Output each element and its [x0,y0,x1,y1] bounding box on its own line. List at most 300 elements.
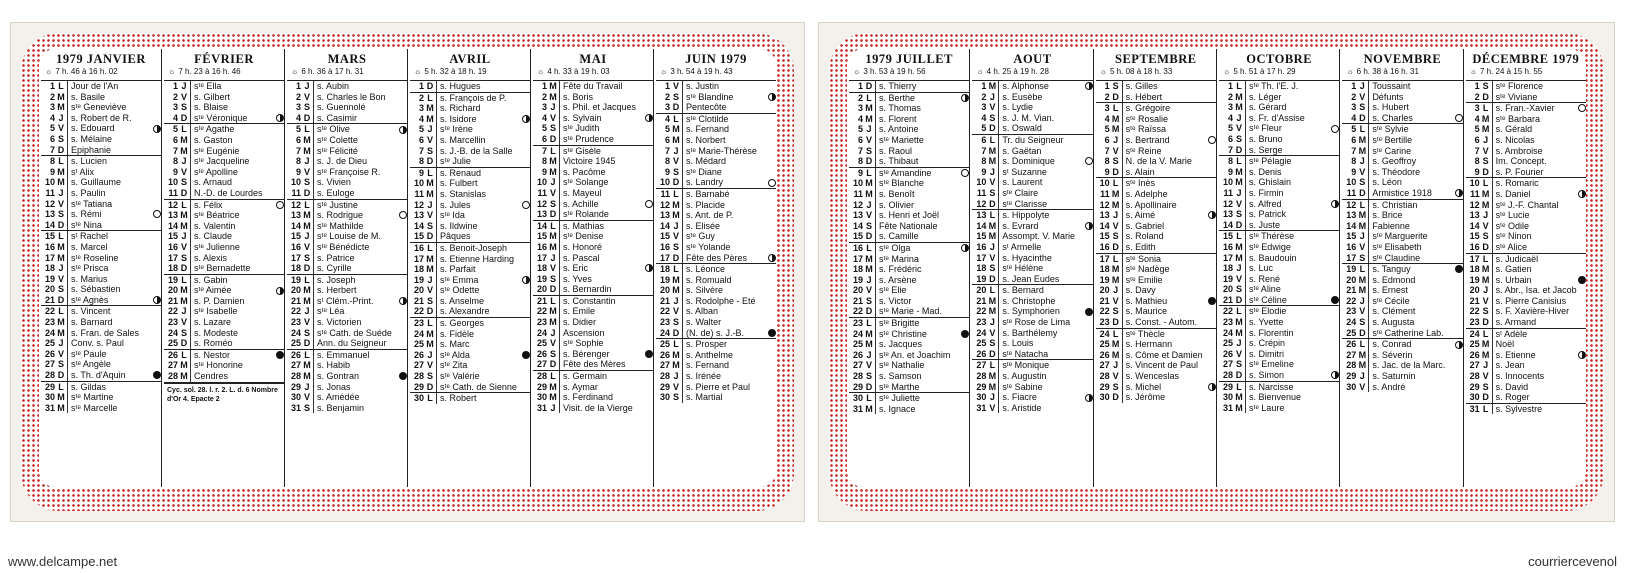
saint-name: sᵗᵉ Reine [1125,145,1162,156]
saint-name: s. Stanislas [440,188,487,199]
full-moon-icon [276,201,284,209]
day-row [972,360,1092,371]
day-number: 15 [167,231,178,242]
day-row [1219,403,1339,414]
day-number: 26 [536,348,547,359]
saint-name: sᵗᵉ Diane [686,166,722,177]
saint-name: Cendres [194,371,229,382]
weekday-letter: L [863,93,876,104]
day-number: 19 [976,273,987,284]
saint-name: s. Edmond [1372,274,1416,285]
weekday-letter: M [986,371,999,382]
saint-name: sᵗᵉ Brigitte [879,318,920,329]
day-number: 6 [1104,134,1110,145]
saint-name: sᵗᵉ Roseline [71,252,119,263]
sun-icon: ☼ [1346,67,1354,76]
day-number: 23 [1469,317,1480,328]
day-row [1096,264,1216,275]
saint-name: s. Fiacre [1002,392,1037,403]
day-number: 14 [290,220,301,231]
day-number: 14 [976,220,987,231]
day-row [1096,221,1216,232]
month-column [847,49,969,487]
weekday-letter: S [1110,382,1123,393]
day-row [287,113,407,124]
saint-name: sᵗᵉ Apolline [194,166,238,177]
day-number: 9 [295,166,301,177]
day-number: 27 [659,360,670,371]
day-number: 25 [1222,338,1233,349]
saint-name: s. Arsène [879,274,917,285]
day-number: 23 [852,318,863,329]
saint-name: Fête des Mères [563,359,626,370]
week-block [164,350,284,383]
day-number: 24 [1346,317,1357,328]
day-number: 7 [857,145,863,156]
day-number: 29 [1469,381,1480,392]
weekday-letter: S [1480,231,1493,242]
weekday-letter: M [547,382,560,393]
day-row [656,102,776,113]
day-number: 22 [852,306,863,317]
weekday-letter: S [1110,231,1123,242]
day-row [1466,254,1586,265]
day-row [1342,339,1462,350]
day-row [656,253,776,264]
day-number: 10 [1099,178,1110,189]
day-row [41,263,161,274]
weekday-letter: D [547,209,560,220]
weekday-letter: J [301,382,314,393]
day-row [1342,275,1462,286]
day-row [41,134,161,145]
saint-name: s. Romuald [686,274,732,285]
day-number: 16 [1346,241,1357,252]
day-row [410,81,530,92]
weekday-letter: V [1110,221,1123,232]
day-number: 30 [659,392,670,403]
day-number: 15 [852,231,863,242]
saint-name: sᵗ Armelle [1002,241,1042,252]
day-row [41,102,161,113]
day-row [656,81,776,92]
day-number: 8 [1351,156,1357,167]
weekday-letter: J [547,102,560,113]
weekday-letter: S [1233,359,1246,370]
weekday-letter: M [1110,189,1123,200]
weekday-letter: L [1480,103,1493,114]
day-number: 10 [659,177,670,188]
day-number: 20 [1346,274,1357,285]
saint-name: s. Dimitri [1248,348,1284,359]
day-number: 2 [295,91,301,102]
day-number: 3 [418,103,424,114]
saint-name: Conv. s. Paul [71,338,124,349]
weekday-letter: D [424,382,437,393]
day-number: 28 [413,371,424,382]
day-number: 5 [664,124,670,135]
weekday-letter: M [547,317,560,328]
saint-name: s. Norbert [686,134,726,145]
day-row [1219,392,1339,403]
saint-name: s. Léonce [686,264,726,275]
quarter-moon-icon [1331,371,1339,379]
day-number: 29 [290,381,301,392]
day-number: 24 [852,328,863,339]
saint-name: s. Charles [1372,112,1413,123]
weekday-letter: S [1356,177,1369,188]
saint-name: s. Hermann [1125,339,1173,350]
weekday-letter: M [301,371,314,382]
weekday-letter: J [547,328,560,339]
saint-name: s. Henri et Joël [879,210,940,221]
day-row [410,93,530,104]
saint-name: s. Conrad [1372,339,1412,350]
day-row [972,102,1092,113]
day-number: 1 [295,81,301,91]
weekday-letter: M [1110,264,1123,275]
day-number: 16 [413,242,424,253]
month-column [1339,49,1462,487]
weekday-letter: V [1356,306,1369,317]
day-row [533,221,653,232]
day-number: 27 [1346,349,1357,360]
day-row [41,284,161,295]
quarter-moon-icon [399,126,407,134]
day-row [656,350,776,361]
day-row [287,177,407,188]
weekday-letter: L [424,393,437,404]
week-block [849,93,969,168]
weekday-letter: J [1233,188,1246,199]
day-row [533,382,653,393]
day-row [1342,360,1462,371]
saint-name: sᵗᵉ Valérie [440,371,480,382]
day-number: 12 [290,199,301,210]
day-row [410,339,530,350]
day-number: 1 [1227,81,1233,91]
day-row [849,93,969,104]
day-number: 16 [1099,241,1110,252]
weekday-letter: M [301,135,314,146]
saint-name: sᵗᵉ Olga [879,242,911,253]
day-number: 12 [1222,198,1233,209]
weekday-letter: J [863,200,876,211]
saint-name: sᵗᵉ Julie [440,156,471,167]
saint-name: s. Léon [1372,177,1402,188]
day-number: 12 [413,199,424,210]
day-number: 11 [1470,188,1480,199]
saint-name: sᵗᵉ Isabelle [194,306,238,317]
week-block [164,81,284,124]
day-number: 12 [1469,199,1480,210]
saint-name: sᵗ Suzanne [1002,166,1047,177]
week-block [1219,81,1339,156]
day-number: 13 [290,210,301,221]
day-number: 28 [659,371,670,382]
saint-name: s. Edouard [71,123,115,134]
saint-name: s. Valentin [194,220,236,231]
day-number: 24 [1222,327,1233,338]
weekday-letter: S [424,146,437,157]
weekday-letter: S [55,209,68,220]
day-row [164,92,284,103]
saint-name: sᵗᵉ Zita [440,360,468,371]
day-row [41,317,161,328]
left-calendar-card [10,22,805,522]
saint-name: sᵗ Clém.-Print. [317,295,374,306]
saint-name: sᵗᵉ Marthe [879,381,920,392]
saint-name: s. Gontran [317,371,360,382]
day-row [1342,102,1462,113]
day-row [41,145,161,156]
day-number: 25 [852,339,863,350]
computus-note: Cyc. sol. 28. l. r. 2. L. d. 6 Nombre d'Or 4. Epacte 2 [164,383,284,406]
weekday-letter: V [178,317,191,328]
weekday-letter: L [547,221,560,232]
day-row [1219,123,1339,134]
day-number: 24 [659,327,670,338]
week-block [1466,404,1586,415]
day-row [410,264,530,275]
weekday-letter: M [547,242,560,253]
saint-name: sᵗᵉ Carine [1372,145,1412,156]
saint-name: sᵗᵉ Bernadette [194,263,251,274]
day-number: 1 [857,81,863,91]
saint-name: s. Maurice [1125,306,1168,317]
day-row [656,275,776,286]
weekday-letter: M [1233,92,1246,103]
day-row [1096,231,1216,242]
day-row [656,360,776,371]
month-header [972,49,1092,81]
saint-name: s. Prosper [686,339,728,350]
day-number: 30 [976,392,987,403]
day-row [972,231,1092,242]
day-row [1096,81,1216,92]
saint-name: sᵗᵉ Mariette [879,134,924,145]
day-number: 30 [1346,381,1357,392]
saint-name: Fête du Travail [563,81,623,91]
day-number: 4 [1227,112,1233,123]
day-number: 4 [1351,112,1357,123]
day-row [1342,350,1462,361]
weekday-letter: S [55,284,68,295]
weekday-letter: D [1356,113,1369,124]
day-number: 8 [541,156,547,167]
sun-icon: ☼ [45,67,53,76]
saint-name: s. Pierre et Paul [686,381,751,392]
saint-name: s. Justin [686,81,720,91]
weekday-letter: M [301,146,314,157]
day-number: 29 [976,381,987,392]
saint-name: s. Saturnin [1372,371,1416,382]
day-number: 20 [1099,285,1110,296]
day-number: 21 [1222,294,1233,305]
weekday-letter: M [670,285,683,296]
weekday-letter: L [1480,404,1493,415]
saint-name: sᵗᵉ Pélagie [1248,156,1292,167]
day-number: 30 [536,392,547,403]
day-row [849,81,969,92]
saint-name: s. Barthélemy [1002,327,1058,338]
weekday-letter: M [547,81,560,92]
day-row [1342,200,1462,211]
day-row [287,221,407,232]
weekday-letter: J [178,81,191,92]
weekday-letter: L [55,382,68,393]
saint-name: s. Gabriel [1125,220,1165,231]
weekday-letter: D [301,263,314,274]
day-row [1219,370,1339,381]
weekday-letter: V [55,123,68,134]
sunrise-sunset [851,66,967,78]
day-number: 17 [290,252,301,263]
day-row [164,156,284,167]
new-moon-icon [1455,265,1463,273]
saint-name: s. Germain [563,371,608,382]
day-number: 24 [536,327,547,338]
weekday-letter: J [986,392,999,403]
saint-name: s. Adelphe [1125,188,1168,199]
day-number: 1 [664,81,670,91]
day-number: 21 [413,295,424,306]
saint-name: s. Simon [1248,370,1284,381]
day-row [41,156,161,167]
day-row [164,317,284,328]
day-number: 17 [413,253,424,264]
weekday-letter: M [1233,177,1246,188]
weekday-letter: L [547,146,560,157]
day-number: 2 [1227,91,1233,102]
day-row [41,92,161,103]
saint-name: Fabienne [1372,220,1410,231]
day-number: 14 [413,220,424,231]
day-row [1342,253,1462,264]
saint-name: sᵗᵉ Léa [317,306,345,317]
weekday-letter: M [55,92,68,103]
saint-name: s. Etienne Harding [440,253,515,264]
weekday-letter: V [301,167,314,178]
day-row [1342,317,1462,328]
day-row [849,360,969,371]
saint-name: sᵗᵉ Eugénie [194,145,240,156]
day-row [1466,124,1586,135]
weekday-letter: L [178,200,191,211]
day-row [849,156,969,167]
weekday-letter: L [986,210,999,221]
week-block [287,275,407,350]
weekday-letter: J [1233,113,1246,124]
day-number: 21 [44,294,55,305]
day-row [1466,231,1586,242]
day-number: 9 [857,167,863,178]
weekday-letter: M [863,103,876,114]
saint-name: s. Gaston [194,134,233,145]
day-number: 14 [1469,220,1480,231]
day-number: 20 [1469,285,1480,296]
day-row [849,178,969,189]
week-block [164,275,284,350]
saint-name: s. Roger [1495,392,1530,403]
week-block [164,200,284,275]
day-number: 8 [295,156,301,167]
saint-name: N.-D. de Lourdes [194,187,263,198]
saint-name: s. Georges [440,318,485,329]
weekday-letter: L [1356,264,1369,275]
day-number: 28 [976,371,987,382]
day-row [1342,92,1462,103]
day-row [287,188,407,199]
day-number: 29 [1099,381,1110,392]
weekday-letter: V [301,92,314,103]
weekday-letter: D [424,81,437,92]
sun-times: 5 h. 08 à 18 h. 33 [1110,67,1173,76]
week-block [410,81,530,93]
saint-name: s. Sylvestre [1495,403,1543,414]
day-row [533,253,653,264]
week-block [533,371,653,413]
day-row [164,167,284,178]
weekday-letter: M [1233,328,1246,339]
day-row [410,178,530,189]
day-number: 19 [1469,274,1480,285]
day-row [287,253,407,264]
saint-name: s. Augusta [1372,317,1415,328]
day-row [1096,329,1216,340]
weekday-letter: L [863,243,876,254]
weekday-letter: M [178,360,191,371]
weekday-letter: L [424,243,437,254]
weekday-letter: S [424,296,437,307]
weekday-letter: J [670,371,683,382]
weekday-letter: M [1110,124,1123,135]
weekday-letter: V [55,274,68,285]
week-block [656,264,776,339]
saint-name: s. Séverin [1372,349,1413,360]
day-number: 24 [290,327,301,338]
day-number: 7 [981,145,987,156]
day-number: 15 [536,231,547,242]
saint-name: s. Marius [71,273,108,284]
weekday-letter: S [1356,317,1369,328]
day-number: 10 [976,177,987,188]
day-number: 15 [659,231,670,242]
day-number: 27 [1469,360,1480,371]
weekday-letter: L [670,189,683,200]
saint-name: s. Robert de R. [71,112,132,123]
week-block [1219,231,1339,306]
watermark-left: www.delcampe.net [8,554,118,569]
week-block [287,350,407,414]
saint-name: s. Samson [879,371,922,382]
day-row [533,296,653,307]
day-row [164,200,284,211]
weekday-letter: D [670,253,683,264]
full-moon-icon [522,201,530,209]
saint-name: s. Cyrille [317,263,352,274]
saint-name: s. Frédéric [879,264,922,275]
weekday-letter: D [301,188,314,199]
day-number: 3 [664,102,670,113]
weekday-letter: M [670,124,683,135]
saint-name: s. Parfait [440,264,476,275]
day-number: 25 [536,338,547,349]
weekday-letter: D [670,102,683,113]
day-number: 24 [413,328,424,339]
day-row [287,210,407,221]
weekday-letter: M [424,189,437,200]
